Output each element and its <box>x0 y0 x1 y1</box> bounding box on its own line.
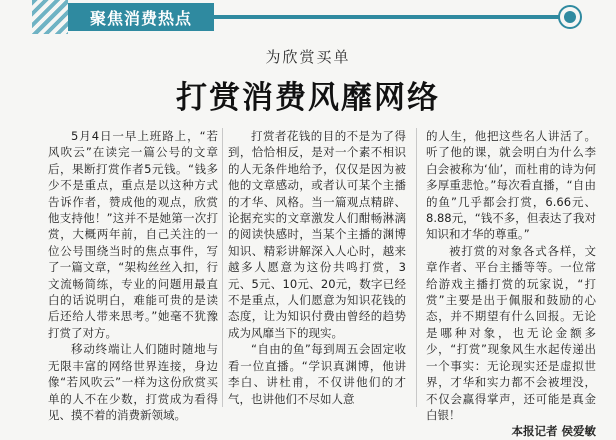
banner-rule <box>214 15 559 19</box>
paragraph: “自由的鱼”每到周五会固定收看一位直播。“学识真渊博，他讲李白、讲杜甫，不仅讲他们的才气，也讲他们不尽如人意 <box>228 342 406 406</box>
banner-stripe-decoration <box>32 0 68 34</box>
section-banner <box>32 0 584 34</box>
article-headline: 打赏消费风靡网络 <box>176 80 440 116</box>
paragraph: 被打赏的对象各式各样，文章作者、平台主播等等。一位常给游戏主播打赏的玩家说，“打赏”主要是出于佩服和鼓励的心态，并不期望有什么回报。无论是哪种对象，也无论金额多少，“打赏”现象风生水起传递出一个事实：无论现实还是虚拟世界，才华和实力都不会被埋没，不仅会赢得掌声，还可能是真金白银！ <box>426 243 596 422</box>
article-column-3 <box>426 128 596 440</box>
column-divider <box>222 128 223 407</box>
article-column-1 <box>48 128 218 423</box>
article-column-2 <box>228 128 406 407</box>
article-kicker: 为欣赏买单 <box>265 48 351 66</box>
paragraph-continued: 的人生，他把这些名人讲活了。听了他的课，就会明白为什么李白会被称为‘仙’，而杜甫的诗为何多厚重悲怆。”每次看直播，“自由的鱼”几乎都会打赏，6.66元、8.88元，“钱不多，但表达了我对知识和才华的尊重。” <box>426 129 596 242</box>
banner-circle-ornament <box>558 5 582 29</box>
column-divider <box>416 128 417 407</box>
paragraph: 移动终端让人们随时随地与无限丰富的网络世界连接，身边像“若风吹云”一样为这份欣赏买单的人不在少数，打赏成为看得见、摸不着的消费新领域。 <box>48 342 218 422</box>
byline: 本报记者 侯爱敏 <box>511 424 596 439</box>
paragraph: 打赏者花钱的目的不是为了得到，恰恰相反，是对一个素不相识的人无条件地给予，仅仅是因为被他的文章感动，或者认可某个主播的才华、风格。当一篇观点精辟、论据充实的文章激发人们酣畅淋漓的阅读快感时，当某个主播的渊博知识、精彩讲解深入人心时，越来越多人愿意为这份共鸣打赏，3元、5元、10元、20元，数字已经不是重点，人们愿意为知识花钱的态度，让为知识付费由曾经的趋势成为风靡当下的现实。 <box>228 129 406 340</box>
paragraph: 5月4日一早上班路上，“若风吹云”在读完一篇公号的文章后，果断打赏作者5元钱。“钱多少不是重点，重点是以这种方式告诉作者，赞成他的观点，欣赏他支持他！”这并不是她第一次打赏，大概两年前，自己关注的一位公号围绕当时的焦点事件，写了一篇文章，“架构丝丝入扣，行文流畅简练，专业的问题用最直白的话说明白，难能可贵的是读后还给人带来思考。”她毫不犹豫打赏了对方。 <box>48 129 218 340</box>
banner-box <box>68 3 214 31</box>
section-title: 聚焦消费热点 <box>89 8 192 28</box>
